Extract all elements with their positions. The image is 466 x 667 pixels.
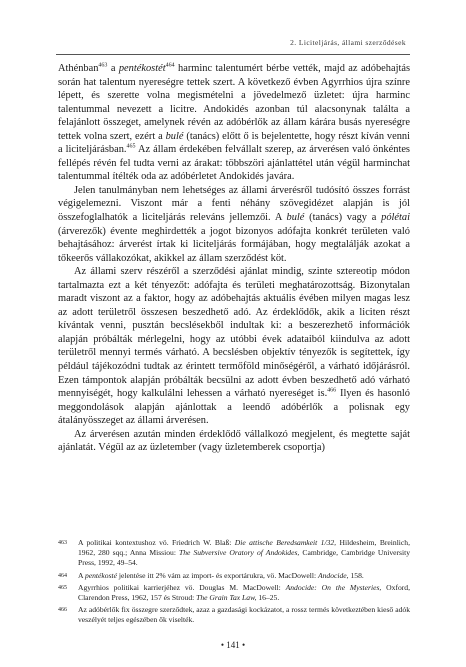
italic-text: The Grain Tax Law, [196,593,257,603]
text-run: A [78,570,85,580]
footnote-number: 465 [58,584,67,591]
italic-text: pólétai [381,212,410,224]
footnote-number: 463 [58,540,67,546]
footnote-ref: 463 [98,62,108,69]
header-rule [56,54,410,55]
running-head: 2. Liciteljárás, állami szerződések [290,38,406,47]
paragraph [58,428,410,455]
text-run: harminc talentumért bérbe vették, majd az adóbehajtás során hat talentum nyereségre tettek szert. A következő évben Agyrrhios újra színre lépett, és szerette volna megismételni a jövedelmező üzletet: újra harminc talentummal nevezett a licitre. Andokidés azonban túl alacsonynak találta a felajánlott összeget, amelynek révén az adóbérlők az állam kárára busás nyereségre tettek volna szert, ezért a [58,63,410,142]
text-run: Hildesheim, Breinlich, 1962, 280 sqq.; Anna Missiou: [78,538,410,558]
italic-text: pentékostét [118,63,166,74]
footnote [58,605,410,625]
text-run: (árverezők) évente meghirdették a jogot bizonyos adófajta konkrét területen való behajtásához: árverést írtak ki liciteljárás formájában, hogy megtalálják azokat a tőkeerős vállakozókat, akikkel az állam szerződést köt. [58,225,410,264]
italic-text: Die attische Beredsamkeit 1/32, [234,538,337,547]
text-run: a [107,63,119,74]
body-text [58,62,410,455]
text-run: 158. [348,570,364,580]
footnote-number: 464 [58,572,67,579]
paragraph [58,265,410,428]
text-run: Jelen tanulmányban nem lehetséges az állami árverésről tudósító összes forrást végigelemezni. Viszont már a fenti néhány szövegidézet alapján is jól összefoglalhatók a liciteljárás releváns jellemzői. A [58,184,410,224]
text-run: 16–25. [256,593,280,603]
text-run: Oxford, Clarendon Press, 1962, 157 és Stroud: [78,582,410,603]
text-run: Ilyen és hasonló meggondolások alapján ajánlottak a leendő adóbérlők a polisnak egy átalányösszeget az állami árverésen. [58,388,410,427]
footnote-ref: 466 [327,387,337,394]
italic-text: bulé [286,212,305,224]
paragraph [58,62,410,184]
text-run: Az árverésen azután minden érdeklődő vállalkozó megjelent, és megtette saját ajánlatát. Végül az az üzletember (vagy üzletemberek csoportja) [58,428,410,454]
footnote [58,571,410,581]
text-run: Az adóbérlők fix összegre szerződtek, azaz a gazdasági kockázatot, a rossz termés következtében kieső adók veszélyét teljes egészében ők viselték. [78,605,410,625]
text-run: (tanács) vagy a [304,212,382,224]
footnote [58,583,410,603]
italic-text: The Subversive Oratory of Andokides, [179,548,300,558]
footnote-number: 466 [58,607,67,614]
text-run: A politikai kontextushoz vö. Friedrich W. Blaß: [78,538,235,547]
footnotes [58,538,410,628]
text-run: Cambridge, Cambridge University Press, 1992, 49–54. [78,548,410,568]
text-run: Agyrrhios politikai karrierjéhez vö. Douglas M. MacDowell: [78,582,286,592]
text-run: Az állam érdekében felvállalt szerep, az árverésen való önkéntes fellépés révén fel tudta verni az árakat: többszöri ajánlattétel után végül harminchat talentummal ítélték oda az adóbérletet Andokidés javára. [58,144,410,183]
italic-text: bulé [165,130,184,142]
text-run: Az állami szerv részéről a szerződési ajánlat mindig, szinte sztereotip módon tartalmazta ezt a két tényezőt: adófajta és területi meghatározottság. Bizonytalan maradt viszont az a faktor, hogy az adóbehajtás aktuális évében milyen magas lesz az adott területről összesen beszedhető adó. Az érdeklődők, akik a liciten részt kívántak venni, pusztán becslésekből indultak ki: a beszerezhető információk alapján próbálták mérlegelni, hogy az utóbbi évek adataiból kiindulva az adott területről mennyi termés várható. A becslésben objektív tényezők is segítettek, így például tájékozódni tudtak az érintett termőföld minőségéről, a várható időjárásról. Ezen támpontok alapján próbálták becsülni az adott évben beszedhető adó várható mennyiségét, hogy kalkulálni lehessen a várható nyereséget is. [58,266,410,400]
paragraph [58,184,410,265]
footnote [58,538,410,569]
footnote-ref: 464 [165,62,175,69]
italic-text: pentékosté [84,570,118,580]
text-run: Athénban [58,63,99,74]
text-run: jelentése itt 2% vám az import- és exportárukra, vö. MacDowell: [117,570,318,580]
page-number: • 141 • [220,640,246,650]
footnote-ref: 465 [126,143,136,150]
italic-text: Andocide: On the Mysteries, [285,582,382,592]
italic-text: Andocide, [318,570,349,580]
text-run: (tanács) előtt ő is bejelentette, hogy részt kíván venni a liciteljárásban. [58,130,410,156]
